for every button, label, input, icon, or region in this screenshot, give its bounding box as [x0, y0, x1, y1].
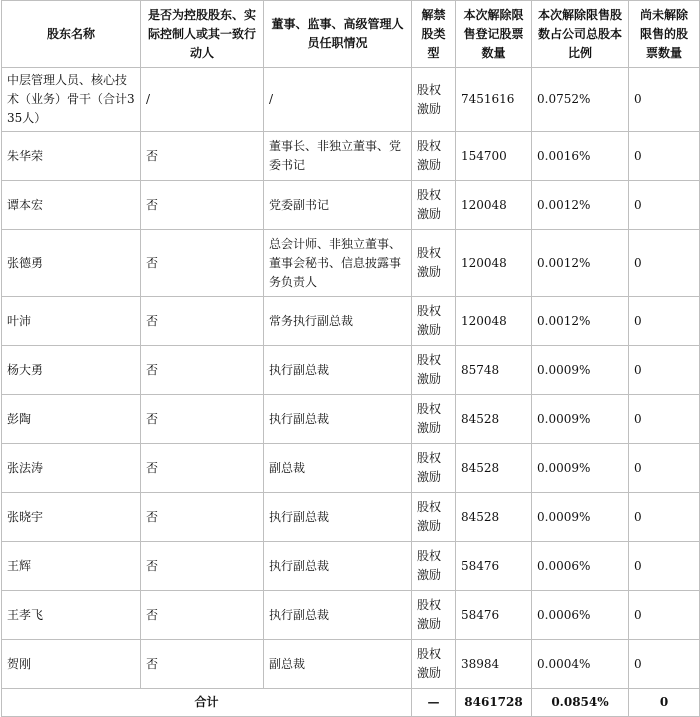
remaining-locked: 0: [629, 346, 700, 395]
controlling-holder: 否: [141, 640, 264, 689]
table-row: [2, 181, 700, 230]
unlocked-shares: 58476: [456, 591, 532, 640]
remaining-locked: 0: [629, 444, 700, 493]
position: /: [264, 68, 412, 132]
unlocked-ratio: 0.0009%: [532, 395, 629, 444]
unlocked-ratio: 0.0004%: [532, 640, 629, 689]
unlock-type: 股权激励: [412, 493, 456, 542]
shareholder-name: 张德勇: [2, 230, 141, 297]
unlocked-ratio: 0.0752%: [532, 68, 629, 132]
table-row: [2, 542, 700, 591]
unlock-type: 股权激励: [412, 640, 456, 689]
header-unlocked-ratio: 本次解除限售股数占公司总股本比例: [532, 1, 629, 68]
position: 执行副总裁: [264, 395, 412, 444]
controlling-holder: 否: [141, 542, 264, 591]
controlling-holder: 否: [141, 346, 264, 395]
controlling-holder: 否: [141, 132, 264, 181]
unlocked-shares: 120048: [456, 297, 532, 346]
shareholder-name: 杨大勇: [2, 346, 141, 395]
unlock-type: 股权激励: [412, 230, 456, 297]
unlocked-ratio: 0.0012%: [532, 297, 629, 346]
header-unlocked-shares: 本次解除限售登记股票数量: [456, 1, 532, 68]
total-row: [2, 689, 700, 717]
shareholder-name: 叶沛: [2, 297, 141, 346]
unlock-type: 股权激励: [412, 346, 456, 395]
unlock-type: 股权激励: [412, 542, 456, 591]
remaining-locked: 0: [629, 230, 700, 297]
position: 执行副总裁: [264, 542, 412, 591]
unlock-type: 股权激励: [412, 68, 456, 132]
header-remaining-locked: 尚未解除限售的股票数量: [629, 1, 700, 68]
header-controlling-holder: 是否为控股股东、实际控制人或其一致行动人: [141, 1, 264, 68]
position: 副总裁: [264, 444, 412, 493]
remaining-locked: 0: [629, 68, 700, 132]
position: 总会计师、非独立董事、董事会秘书、信息披露事务负责人: [264, 230, 412, 297]
unlocked-ratio: 0.0012%: [532, 181, 629, 230]
unlocked-shares: 120048: [456, 230, 532, 297]
shareholder-name: 朱华荣: [2, 132, 141, 181]
unlock-type: 股权激励: [412, 444, 456, 493]
shareholder-name: 谭本宏: [2, 181, 141, 230]
position: 常务执行副总裁: [264, 297, 412, 346]
remaining-locked: 0: [629, 591, 700, 640]
controlling-holder: 否: [141, 181, 264, 230]
unlocked-ratio: 0.0009%: [532, 346, 629, 395]
controlling-holder: 否: [141, 591, 264, 640]
position: 执行副总裁: [264, 346, 412, 395]
unlocked-shares: 84528: [456, 444, 532, 493]
unlocked-shares: 154700: [456, 132, 532, 181]
table-row: [2, 230, 700, 297]
unlocked-ratio: 0.0012%: [532, 230, 629, 297]
remaining-locked: 0: [629, 542, 700, 591]
shareholder-name: 王孝飞: [2, 591, 141, 640]
total-label: 合计: [2, 689, 412, 717]
controlling-holder: 否: [141, 297, 264, 346]
table-row: [2, 346, 700, 395]
table-row: [2, 68, 700, 132]
table-row: [2, 297, 700, 346]
share-unlock-table: [1, 0, 700, 717]
unlock-type: 股权激励: [412, 297, 456, 346]
unlocked-ratio: 0.0009%: [532, 493, 629, 542]
shareholder-name: 彭陶: [2, 395, 141, 444]
position: 副总裁: [264, 640, 412, 689]
remaining-locked: 0: [629, 132, 700, 181]
controlling-holder: 否: [141, 230, 264, 297]
unlocked-ratio: 0.0006%: [532, 591, 629, 640]
shareholder-name: 王辉: [2, 542, 141, 591]
shareholder-name: 张晓宇: [2, 493, 141, 542]
unlock-type: 股权激励: [412, 181, 456, 230]
unlocked-shares: 84528: [456, 493, 532, 542]
unlocked-shares: 58476: [456, 542, 532, 591]
position: 党委副书记: [264, 181, 412, 230]
shareholder-name: 中层管理人员、核心技术（业务）骨干（合计335人）: [2, 68, 141, 132]
shareholder-name: 贺刚: [2, 640, 141, 689]
controlling-holder: /: [141, 68, 264, 132]
unlock-type: 股权激励: [412, 132, 456, 181]
table-row: [2, 640, 700, 689]
controlling-holder: 否: [141, 444, 264, 493]
total-unlocked-shares: 8461728: [456, 689, 532, 717]
total-unlock-type: —: [412, 689, 456, 717]
shareholder-name: 张法涛: [2, 444, 141, 493]
header-position: 董事、监事、高级管理人员任职情况: [264, 1, 412, 68]
unlocked-shares: 85748: [456, 346, 532, 395]
controlling-holder: 否: [141, 493, 264, 542]
unlocked-ratio: 0.0006%: [532, 542, 629, 591]
table-row: [2, 591, 700, 640]
position: 执行副总裁: [264, 493, 412, 542]
remaining-locked: 0: [629, 181, 700, 230]
remaining-locked: 0: [629, 297, 700, 346]
position: 执行副总裁: [264, 591, 412, 640]
total-unlocked-ratio: 0.0854%: [532, 689, 629, 717]
controlling-holder: 否: [141, 395, 264, 444]
table-row: [2, 493, 700, 542]
remaining-locked: 0: [629, 493, 700, 542]
header-shareholder-name: 股东名称: [2, 1, 141, 68]
unlocked-shares: 120048: [456, 181, 532, 230]
header-unlock-type: 解禁股类型: [412, 1, 456, 68]
total-remaining-locked: 0: [629, 689, 700, 717]
table-row: [2, 132, 700, 181]
unlocked-ratio: 0.0016%: [532, 132, 629, 181]
remaining-locked: 0: [629, 395, 700, 444]
table-row: [2, 395, 700, 444]
unlocked-ratio: 0.0009%: [532, 444, 629, 493]
unlock-type: 股权激励: [412, 395, 456, 444]
position: 董事长、非独立董事、党委书记: [264, 132, 412, 181]
unlock-type: 股权激励: [412, 591, 456, 640]
header-row: [2, 1, 700, 68]
unlocked-shares: 38984: [456, 640, 532, 689]
unlocked-shares: 84528: [456, 395, 532, 444]
table-row: [2, 444, 700, 493]
remaining-locked: 0: [629, 640, 700, 689]
unlocked-shares: 7451616: [456, 68, 532, 132]
